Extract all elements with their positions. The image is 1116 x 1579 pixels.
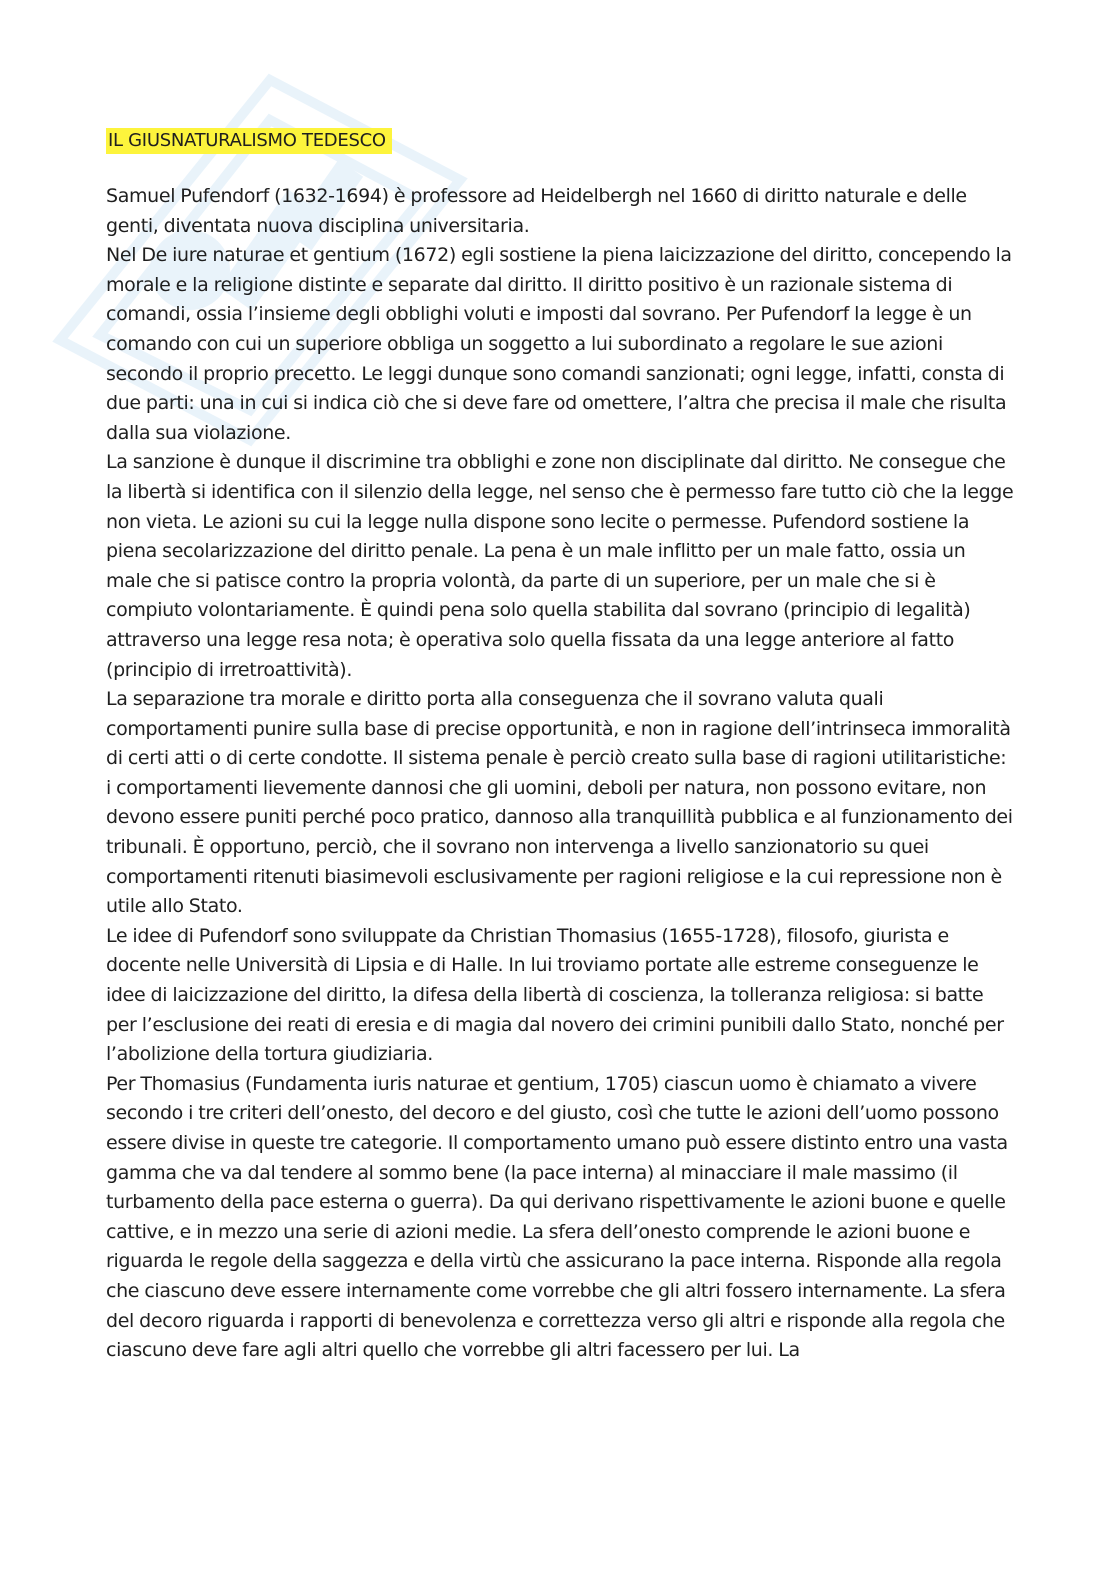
document-title: IL GIUSNATURALISMO TEDESCO <box>106 128 392 154</box>
paragraph-2: Nel De iure naturae et gentium (1672) egli sostiene la piena laicizzazione del diritto, concependo la morale e la religione distinte e separate dal diritto. Il diritto positivo è un razionale sistema di comandi, ossia l’insieme degli obblighi voluti e imposti dal sovrano. Per Pufendorf la legge è un comando con cui un superiore obbliga un soggetto a lui subordinato a regolare le sue azioni secondo il proprio precetto. Le leggi dunque sono comandi sanzionati; ogni legge, infatti, consta di due parti: una in cui si indica ciò che si deve fare od omettere, l’altra che precisa il male che risulta dalla sua violazione. <box>106 244 1012 444</box>
paragraph-6: Per Thomasius (Fundamenta iuris naturae et gentium, 1705) ciascun uomo è chiamato a vivere secondo i tre criteri dell’onesto, del decoro e del giusto, così che tutte le azioni dell’uomo possono essere divise in queste tre categorie. Il comportamento umano può essere distinto entro una vasta gamma che va dal tendere al sommo bene (la pace interna) al minacciare il male massimo (il turbamento della pace esterna o guerra). Da qui derivano rispettivamente le azioni buone e quelle cattive, e in mezzo una serie di azioni medie. La sfera dell’onesto comprende le azioni buone e riguarda le regole della saggezza e della virtù che assicurano la pace interna. Risponde alla regola che ciascuno deve essere internamente come vorrebbe che gli altri fossero internamente. La sfera del decoro riguarda i rapporti di benevolenza e correttezza verso gli altri e risponde alla regola che ciascuno deve fare agli altri quello che vorrebbe gli altri facessero per lui. La <box>106 1072 1008 1362</box>
document-body <box>106 182 1016 1366</box>
paragraph-3: La sanzione è dunque il discrimine tra obblighi e zone non disciplinate dal diritto. Ne consegue che la libertà si identifica con il silenzio della legge, nel senso che è permesso fare tutto ciò che la legge non vieta. Le azioni su cui la legge nulla dispone sono lecite o permesse. Pufendord sostiene la piena secolarizzazione del diritto penale. La pena è un male inflitto per un male fatto, ossia un male che si patisce contro la propria volontà, da parte di un superiore, per un male che si è compiuto volontariamente. È quindi pena solo quella stabilita dal sovrano (principio di legalità) attraverso una legge resa nota; è operativa solo quella fissata da una legge anteriore al fatto (principio di irretroattività). <box>106 451 1014 681</box>
paragraph-4: La separazione tra morale e diritto porta alla conseguenza che il sovrano valuta quali comportamenti punire sulla base di precise opportunità, e non in ragione dell’intrinseca immoralità di certi atti o di certe condotte. Il sistema penale è perciò creato sulla base di ragioni utilitaristiche: i comportamenti lievemente dannosi che gli uomini, deboli per natura, non possono evitare, non devono essere puniti perché poco pratico, dannoso alla tranquillità pubblica e al funzionamento dei tribunali. È opportuno, perciò, che il sovrano non intervenga a livello sanzionatorio su quei comportamenti ritenuti biasimevoli esclusivamente per ragioni religiose e la cui repressione non è utile allo Stato. <box>106 688 1013 918</box>
document-page <box>106 128 1016 1366</box>
paragraph-1: Samuel Pufendorf (1632-1694) è professore ad Heidelbergh nel 1660 di diritto naturale e delle genti, diventata nuova disciplina universitaria. <box>106 185 967 237</box>
paragraph-5: Le idee di Pufendorf sono sviluppate da Christian Thomasius (1655-1728), filosofo, giurista e docente nelle Università di Lipsia e di Halle. In lui troviamo portate alle estreme conseguenze le idee di laicizzazione del diritto, la difesa della libertà di coscienza, la tolleranza religiosa: si batte per l’esclusione dei reati di eresia e di magia dal novero dei crimini punibili dallo Stato, nonché per l’abolizione della tortura giudiziaria. <box>106 924 1004 1066</box>
